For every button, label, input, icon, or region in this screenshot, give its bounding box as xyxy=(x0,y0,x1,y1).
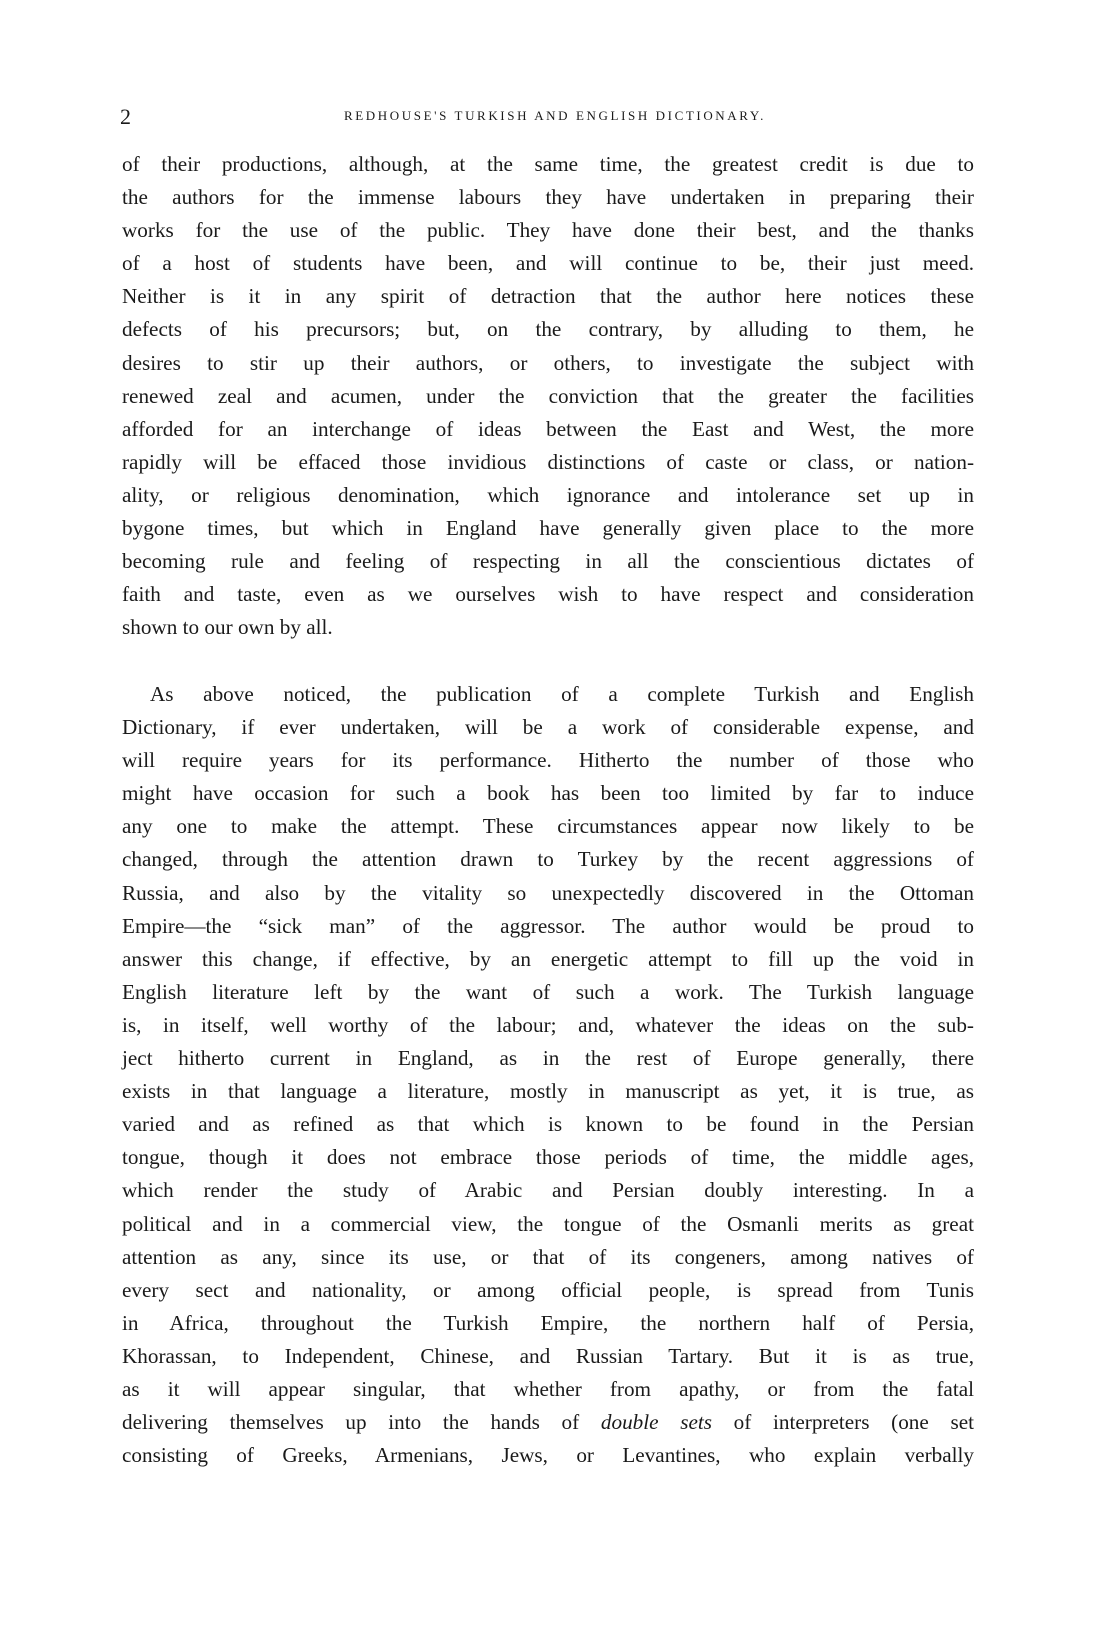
text-line: varied and as refined as that which is known to be found in the Persian xyxy=(122,1112,974,1137)
page-number: 2 xyxy=(120,104,131,129)
text-fragment: delivering themselves up into the hands of xyxy=(122,1410,601,1435)
text-line: Russia, and also by the vitality so unexpectedly discovered in the Ottoman xyxy=(122,880,974,905)
text-line: might have occasion for such a book has been too limited by far to induce xyxy=(122,781,974,806)
running-head xyxy=(120,104,970,132)
text-line: will require years for its performance. Hitherto the number of those who xyxy=(122,748,974,773)
text-line: political and in a commercial view, the tongue of the Osmanli merits as great xyxy=(122,1211,974,1236)
text-fragment: of interpreters (one set xyxy=(712,1410,974,1435)
text-line: shown to our own by all. xyxy=(122,615,333,640)
text-line: any one to make the attempt. These circumstances appear now likely to be xyxy=(122,814,974,839)
text-line: consisting of Greeks, Armenians, Jews, or Levantines, who explain verbally xyxy=(122,1443,974,1468)
text-line: Dictionary, if ever undertaken, will be a work of considerable expense, and xyxy=(122,715,974,740)
text-line: becoming rule and feeling of respecting in all the conscientious dictates of xyxy=(122,549,974,574)
text-line: desires to stir up their authors, or others, to investigate the subject with xyxy=(122,350,974,375)
text-line-with-italic xyxy=(122,1406,974,1439)
text-line: As above noticed, the publication of a complete Turkish and English xyxy=(150,682,974,706)
text-line: ject hitherto current in England, as in the rest of Europe generally, there xyxy=(122,1046,974,1071)
italic-phrase: double sets xyxy=(600,1410,712,1435)
text-line: afforded for an interchange of ideas between the East and West, the more xyxy=(122,416,974,441)
text-line: Neither is it in any spirit of detraction that the author here notices these xyxy=(122,284,974,309)
text-line: works for the use of the public. They have done their best, and the thanks xyxy=(122,218,974,243)
text-line: faith and taste, even as we ourselves wish to have respect and consideration xyxy=(122,582,974,607)
text-line: Empire—the “sick man” of the aggressor. The author would be proud to xyxy=(122,913,974,938)
text-line: is, in itself, well worthy of the labour; and, whatever the ideas on the sub- xyxy=(122,1012,974,1037)
text-line: changed, through the attention drawn to Turkey by the recent aggressions of xyxy=(122,847,974,872)
text-line: tongue, though it does not embrace those periods of time, the middle ages, xyxy=(122,1145,974,1170)
text-line: in Africa, throughout the Turkish Empire, the northern half of Persia, xyxy=(122,1310,974,1335)
text-line: of a host of students have been, and will continue to be, their just meed. xyxy=(122,251,974,276)
text-line: English literature left by the want of such a work. The Turkish language xyxy=(122,979,974,1004)
text-line: defects of his precursors; but, on the contrary, by alluding to them, he xyxy=(122,317,974,342)
text-line: the authors for the immense labours they have undertaken in preparing their xyxy=(122,185,974,210)
text-line: of their productions, although, at the same time, the greatest credit is due to xyxy=(122,152,974,176)
text-line: answer this change, if effective, by an energetic attempt to fill up the void in xyxy=(122,946,974,971)
text-line: every sect and nationality, or among official people, is spread from Tunis xyxy=(122,1277,974,1302)
text-line: rapidly will be effaced those invidious distinctions of caste or class, or nation- xyxy=(122,449,974,474)
text-line: Khorassan, to Independent, Chinese, and Russian Tartary. But it is as true, xyxy=(122,1343,974,1368)
text-line: as it will appear singular, that whether from apathy, or from the fatal xyxy=(122,1376,974,1401)
text-line: which render the study of Arabic and Persian doubly interesting. In a xyxy=(122,1178,974,1203)
running-title: REDHOUSE'S TURKISH AND ENGLISH DICTIONARY. xyxy=(344,108,766,123)
text-line: ality, or religious denomination, which ignorance and intolerance set up in xyxy=(122,482,974,507)
paragraph-1 xyxy=(122,148,974,644)
paragraph-2 xyxy=(122,678,974,1472)
text-line: bygone times, but which in England have generally given place to the more xyxy=(122,516,974,541)
text-line: renewed zeal and acumen, under the conviction that the greater the facilities xyxy=(122,383,974,408)
text-line: attention as any, since its use, or that of its congeners, among natives of xyxy=(122,1244,974,1269)
text-line: exists in that language a literature, mostly in manuscript as yet, it is true, as xyxy=(122,1079,974,1104)
